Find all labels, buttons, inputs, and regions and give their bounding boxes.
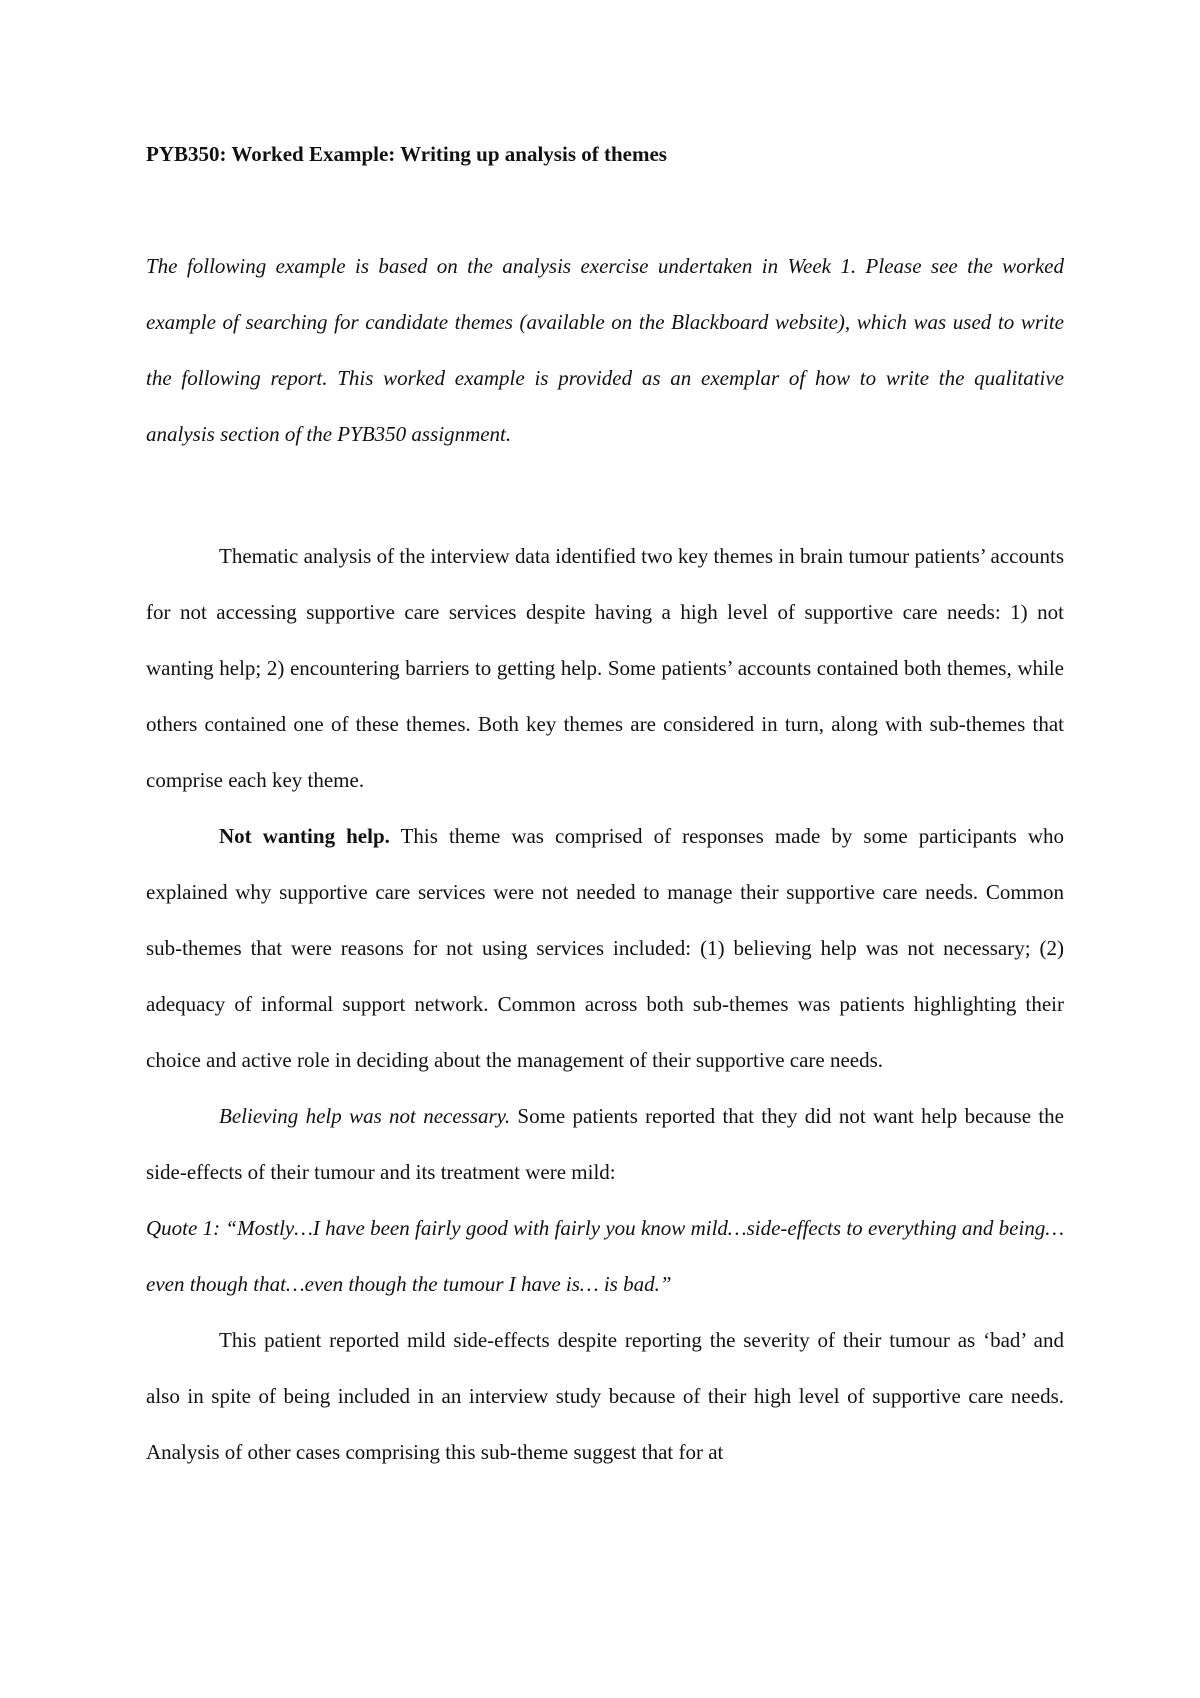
believing-help-heading: Believing help was not necessary. [219, 1104, 511, 1128]
not-wanting-help-heading: Not wanting help. [219, 824, 390, 848]
thematic-analysis-paragraph: Thematic analysis of the interview data identified two key themes in brain tumour patients’ accounts for not accessing supportive care services despite having a high level of supportive care needs: 1) not wanting help; 2) encountering barriers to getting help. Some patients’ accounts contained both themes, while others contained one of these themes. Both key themes are considered in turn, along with sub-themes that comprise each key theme. [146, 544, 1064, 792]
believing-help-text: Some patients reported that they did not want help because the side-effects of their tumour and its treatment were mild: [146, 1104, 1065, 1184]
not-wanting-help-paragraph [146, 808, 1064, 1088]
document-page [146, 140, 1064, 1480]
quote-1: Quote 1: “Mostly…I have been fairly good with fairly you know mild…side-effects to everything and being…even though that…even though the tumour I have is… is bad.” [146, 1216, 1064, 1296]
not-wanting-help-text: This theme was comprised of responses made by some participants who explained why supportive care services were not needed to manage their supportive care needs. Common sub-themes that were reasons for not using services included: (1) believing help was not necessary; (2) adequacy of informal support network. Common across both sub-themes was patients highlighting their choice and active role in deciding about the management of their supportive care needs. [146, 824, 1064, 1072]
intro-paragraph: The following example is based on the analysis exercise undertaken in Week 1. Please see the worked example of searching for candidate themes (available on the Blackboard website), which was used to write the following report. This worked example is provided as an exemplar of how to write the qualitative analysis section of the PYB350 assignment. [146, 254, 1064, 446]
patient-report-paragraph: This patient reported mild side-effects despite reporting the severity of their tumour as ‘bad’ and also in spite of being included in an interview study because of their high level of supportive care needs. Analysis of other cases comprising this sub-theme suggest that for at [146, 1328, 1064, 1464]
believing-help-paragraph [146, 1088, 1064, 1200]
document-title: PYB350: Worked Example: Writing up analysis of themes [146, 142, 667, 166]
